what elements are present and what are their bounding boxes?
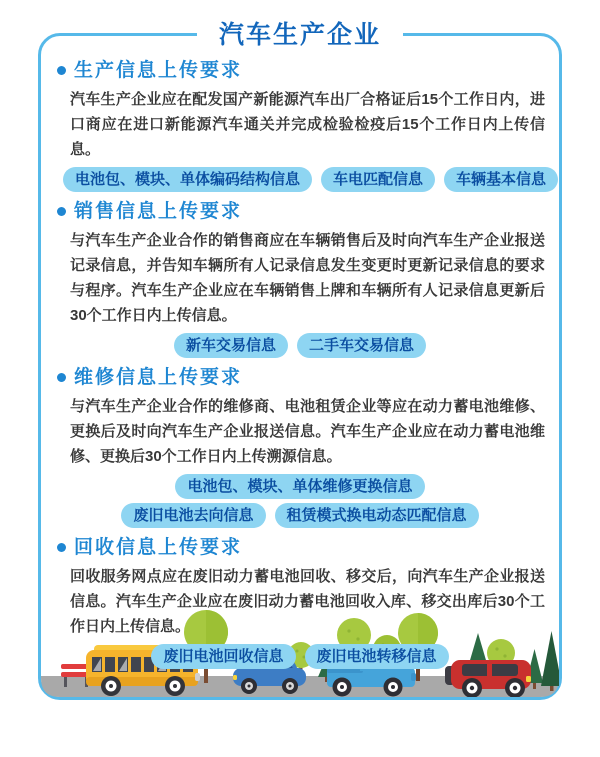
section-heading [41,59,559,82]
tag-row [49,644,551,669]
tag-pill: 电池包、模块、单体维修更换信息 [175,474,424,499]
tag-pill: 废旧电池转移信息 [305,644,449,669]
section-heading [41,366,559,389]
tag-pill: 租赁模式换电动态匹配信息 [275,503,479,528]
page-title: 汽车生产企业 [197,19,403,52]
tag-pill: 电池包、模块、单体编码结构信息 [63,167,312,192]
section-heading-label: 生产信息上传要求 [74,60,243,81]
tag-row [49,474,551,499]
section-body: 与汽车生产企业合作的维修商、电池租赁企业等应在动力蓄电池维修、更换后及时向汽车生产企业报送信息。汽车生产企业应在动力蓄电池维修、更换后30个工作日内上传溯源信息。 [70,398,545,465]
card-content [41,36,559,669]
section-body: 与汽车生产企业合作的销售商应在车辆销售后及时向汽车生产企业报送记录信息，并告知车辆所有人记录信息发生变更时更新记录信息的要求与程序。汽车生产企业应在车辆销售上牌和车辆所有人记录信息更新后30个工作日内上传信息。 [70,232,545,324]
section-heading [41,536,559,559]
bullet-icon [57,373,66,382]
section-sales [41,200,559,358]
section-maintenance [41,366,559,528]
section-production [41,59,559,192]
tag-row [49,503,551,528]
tag-pill: 车电匹配信息 [321,167,435,192]
bullet-icon [57,207,66,216]
section-heading-label: 销售信息上传要求 [74,201,243,222]
bullet-icon [57,543,66,552]
section-heading-label: 维修信息上传要求 [74,367,243,388]
tag-pill: 车辆基本信息 [444,167,558,192]
tag-pill: 二手车交易信息 [297,333,426,358]
tag-row [49,167,551,192]
bullet-icon [57,66,66,75]
section-body: 汽车生产企业应在配发国产新能源汽车出厂合格证后15个工作日内，进口商应在进口新能源汽车通关并完成检验检疫后15个工作日内上传信息。 [70,91,545,158]
info-card [38,21,562,700]
section-recycling [41,536,559,669]
tag-pill: 废旧电池去向信息 [121,503,265,528]
section-heading-label: 回收信息上传要求 [74,537,243,558]
section-heading [41,200,559,223]
tag-pill: 新车交易信息 [174,333,288,358]
section-body: 回收服务网点应在废旧动力蓄电池回收、移交后，向汽车生产企业报送信息。汽车生产企业应在废旧动力蓄电池回收入库、移交出库后30个工作日内上传信息。 [70,568,545,635]
tag-row [49,333,551,358]
tag-pill: 废旧电池回收信息 [151,644,295,669]
